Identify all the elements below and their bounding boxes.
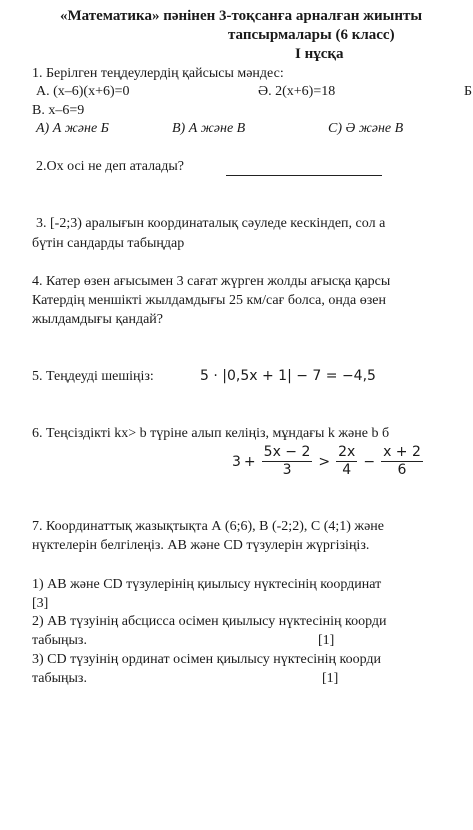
q1-option-theta: Ә. 2(x+6)=18 (258, 84, 336, 99)
q1-option-v: В. x–6=9 (32, 103, 85, 118)
q6-gt: > (318, 453, 331, 470)
q1-text: 1. Берілген теңдеулердің қайсысы мәндес: (32, 66, 284, 81)
q1-option-b-cut: Б (464, 84, 473, 99)
q7-part2-line1: 2) АВ түзуінің абсцисса осімен қиылысу нүктесінің коорди (32, 614, 387, 629)
q6-fraction-3 (381, 444, 423, 479)
q4-line1: 4. Катер өзен ағысымен 3 сағат жүрген жолды ағысқа қарсы (32, 274, 391, 289)
q4-line3: жылдамдығы қандай? (32, 312, 163, 327)
q1-answer-a: А) А және Б (36, 121, 109, 136)
q6-fraction-3-num: x + 2 (383, 444, 421, 460)
q4-line2: Катердің меншікті жылдамдығы 25 км/сағ болса, онда өзен (32, 293, 386, 308)
q3-line1: 3. [-2;3) аралығын координаталық сәуледе кескіндеп, сол а (36, 216, 386, 231)
q6-plus: + (243, 453, 256, 470)
q6-text: 6. Теңсіздікті kx> b түріне алып келіңіз, мұндағы k және b б (32, 426, 390, 441)
q7-part1-line1: 1) АВ және CD түзулерінің қиылысу нүктесінің координат (32, 577, 382, 592)
q2-text: 2.Ох осі не деп аталады? (36, 159, 185, 174)
variant-label: І нұсқа (295, 46, 344, 62)
q6-fraction-1-den: 3 (282, 462, 292, 478)
q5-equation: 5 · |0,5x + 1| − 7 = −4,5 (200, 368, 376, 384)
q1-option-a: А. (x–6)(x+6)=0 (36, 84, 130, 99)
q7-part3-mark: [1] (322, 671, 339, 686)
q7-part2-mark: [1] (318, 633, 335, 648)
q7-line1: 7. Координаттық жазықтықта А (6;6), В (-2;2), С (4;1) және (32, 519, 384, 534)
q6-fraction-2-den: 4 (342, 462, 352, 478)
q6-fraction-2-num: 2x (338, 444, 356, 460)
q6-fraction-3-den: 6 (397, 462, 407, 478)
q3-line2: бүтін сандарды табыңдар (32, 236, 185, 251)
q6-minus: − (363, 453, 376, 470)
q6-fraction-2 (336, 444, 357, 479)
q7-part2-line2: табыңыз. (32, 633, 87, 648)
q6-term-1: 3 (232, 453, 241, 470)
q6-inequality (232, 444, 426, 479)
q7-line2: нүктелерін белгілеңіз. АВ және CD түзулерін жүргізіңіз. (32, 538, 370, 553)
q5-label: 5. Теңдеуді шешіңіз: (32, 369, 154, 384)
q6-fraction-1-num: 5x − 2 (263, 444, 311, 460)
doc-title-line2: тапсырмалары (6 класс) (228, 27, 395, 43)
q7-part3-line2: табыңыз. (32, 671, 87, 686)
q7-part1-mark: [3] (32, 596, 49, 611)
q6-fraction-1 (262, 444, 313, 479)
q1-answer-c: С) Ә және В (328, 121, 404, 136)
q1-answer-b: В) А және В (172, 121, 246, 136)
q2-answer-line (226, 175, 382, 176)
q7-part3-line1: 3) CD түзуінің ординат осімен қиылысу нүктесінің коорди (32, 652, 382, 667)
doc-title-line1: «Математика» пәнінен 3-тоқсанға арналған жиынты (60, 8, 423, 24)
